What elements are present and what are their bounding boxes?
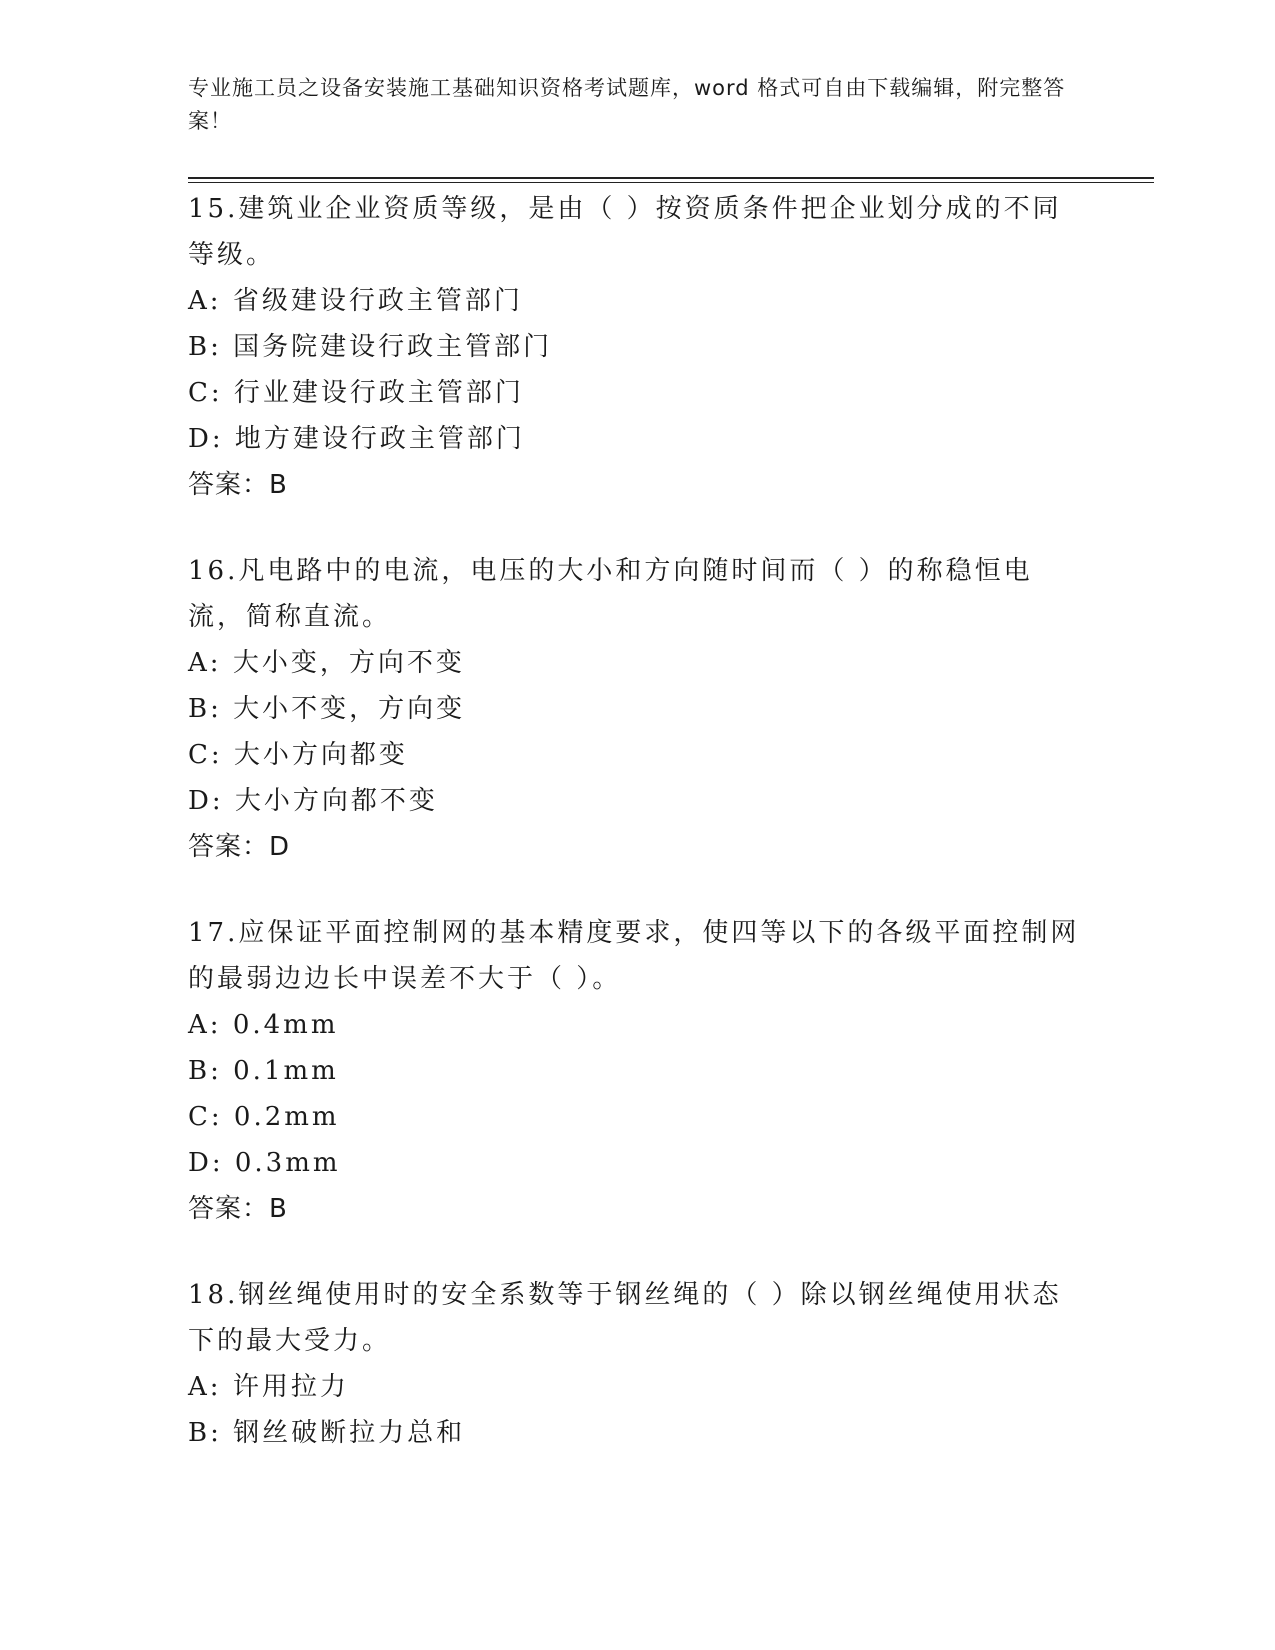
option-letter: B: [188,332,222,362]
question-15 [188,186,1088,508]
option-letter: C: [188,378,223,408]
question-stem: 17.应保证平面控制网的基本精度要求，使四等以下的各级平面控制网的最弱边边长中误差不大于（ ）。 [188,918,1080,994]
option-c [188,370,1088,416]
option-letter: A: [188,648,222,678]
question-stem: 16.凡电路中的电流，电压的大小和方向随时间而（ ）的称稳恒电流，简称直流。 [188,556,1033,632]
option-text: 0.3mm [234,1148,341,1178]
option-letter: C: [188,1102,223,1132]
option-text: 0.4mm [232,1010,339,1040]
option-letter: A: [188,286,222,316]
option-letter: D: [188,1148,224,1178]
question-stem: 15.建筑业企业资质等级，是由（ ）按资质条件把企业划分成的不同等级。 [188,194,1062,270]
option-text: 大小不变，方向变 [233,694,466,724]
option-b [188,324,1088,370]
option-d [188,416,1088,462]
option-letter: B: [188,1418,222,1448]
question-18 [188,1272,1088,1456]
option-a [188,1002,1088,1048]
option-b [188,1410,1088,1456]
option-letter: C: [188,740,223,770]
header-divider-thick [188,177,1154,179]
option-text: 钢丝破断拉力总和 [233,1418,466,1448]
option-text: 0.1mm [233,1056,339,1086]
option-text: 省级建设行政主管部门 [232,286,523,316]
option-letter: B: [188,694,222,724]
header-divider-thin [188,182,1154,183]
option-b [188,1048,1088,1094]
answer-line: 答案：B [188,1194,288,1224]
option-text: 0.2mm [233,1102,340,1132]
option-text: 许用拉力 [232,1372,349,1402]
option-letter: B: [188,1056,222,1086]
option-letter: D: [188,786,224,816]
question-16 [188,548,1088,870]
option-d [188,778,1088,824]
option-letter: A: [188,1372,222,1402]
option-text: 大小方向都变 [233,740,408,770]
option-c [188,732,1088,778]
page-header: 专业施工员之设备安装施工基础知识资格考试题库，word 格式可自由下载编辑，附完整答案！ [188,76,1066,133]
question-list [188,186,1088,1496]
option-b [188,686,1088,732]
answer-line: 答案：D [188,832,291,862]
option-text: 大小变，方向不变 [232,648,465,678]
question-17 [188,910,1088,1232]
option-c [188,1094,1088,1140]
option-a [188,278,1088,324]
option-letter: A: [188,1010,222,1040]
answer-line: 答案：B [188,470,288,500]
question-stem: 18.钢丝绳使用时的安全系数等于钢丝绳的（ ）除以钢丝绳使用状态下的最大受力。 [188,1280,1062,1356]
option-text: 大小方向都不变 [234,786,438,816]
option-text: 行业建设行政主管部门 [233,378,524,408]
option-d [188,1140,1088,1186]
option-text: 国务院建设行政主管部门 [233,332,553,362]
option-a [188,640,1088,686]
option-a [188,1364,1088,1410]
option-letter: D: [188,424,224,454]
option-text: 地方建设行政主管部门 [234,424,525,454]
